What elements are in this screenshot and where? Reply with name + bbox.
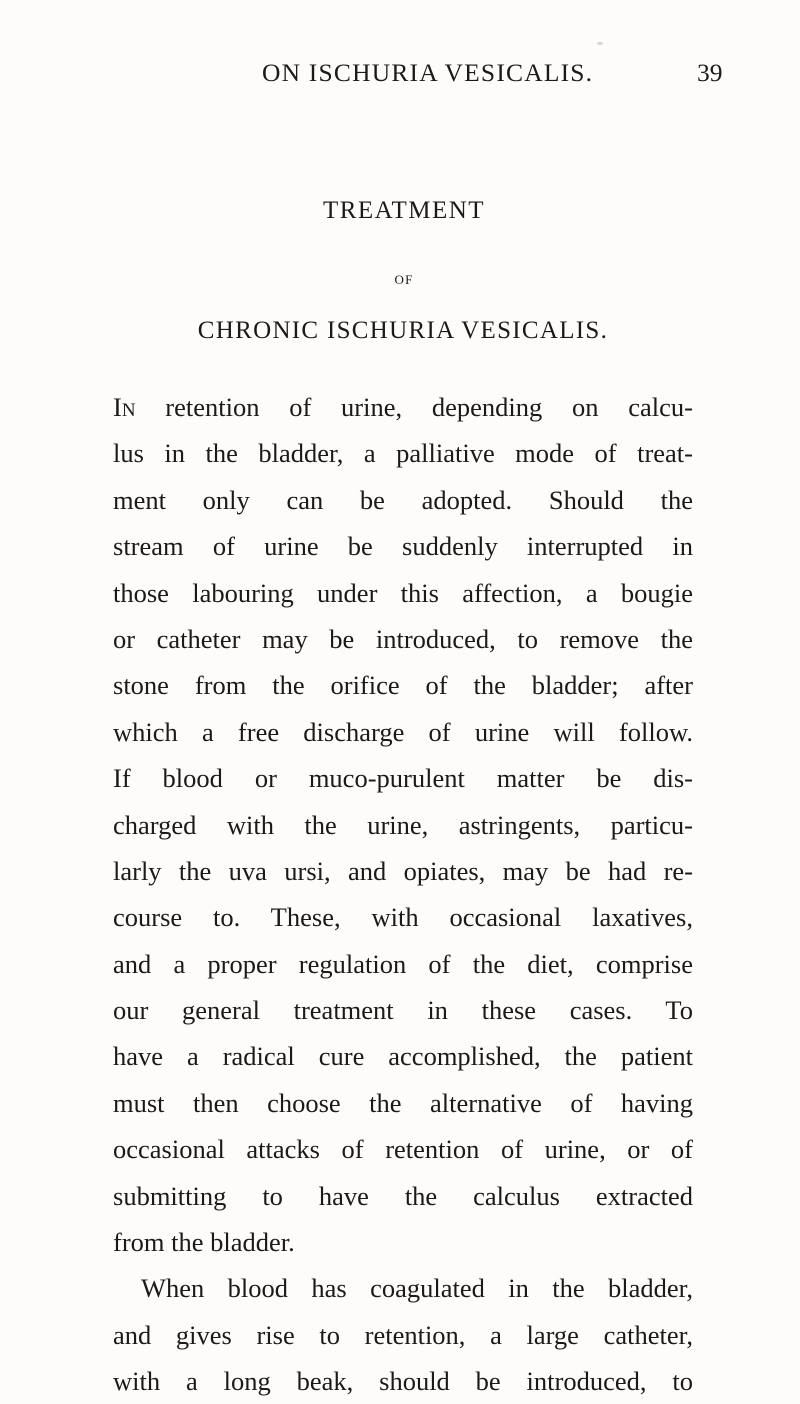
section-heading: TREATMENT — [322, 197, 486, 224]
text-line: must then choose the alternative of having — [113, 1087, 693, 1118]
body-text — [113, 384, 693, 1404]
text-line: lus in the bladder, a palliative mode of treat- — [113, 438, 693, 469]
scan-speck — [597, 42, 603, 45]
section-subheading: CHRONIC ISCHURIA VESICALIS. — [197, 317, 609, 344]
text-line: When blood has coagulated in the bladder, — [141, 1273, 693, 1304]
text-line: stone from the orifice of the bladder; after — [113, 670, 693, 701]
text-line: have a radical cure accomplished, the patient — [113, 1041, 693, 1072]
section-heading-connector: OF — [394, 272, 414, 287]
running-title: ON ISCHURIA VESICALIS. — [262, 58, 594, 87]
running-head — [0, 58, 800, 98]
page-number: 39 — [697, 58, 723, 87]
text-line: and gives rise to retention, a large catheter, — [113, 1319, 693, 1350]
text-line-content: retention of urine, depending on calcu- — [135, 392, 693, 422]
text-line: which a free discharge of urine will follow. — [113, 716, 693, 747]
text-line: course to. These, with occasional laxatives, — [113, 902, 693, 933]
text-line: ment only can be adopted. Should the — [113, 484, 693, 515]
text-line: charged with the urine, astringents, particu- — [113, 809, 693, 840]
text-line: or catheter may be introduced, to remove the — [113, 623, 693, 654]
text-line: larly the uva ursi, and opiates, may be had re- — [113, 855, 693, 886]
text-line: and a proper regulation of the diet, comprise — [113, 948, 693, 979]
text-line: If blood or muco-purulent matter be dis- — [113, 763, 693, 794]
text-line: stream of urine be suddenly interrupted in — [113, 531, 693, 562]
text-line — [113, 384, 693, 430]
text-line: our general treatment in these cases. To — [113, 995, 693, 1026]
text-line: submitting to have the calculus extracted — [113, 1180, 693, 1211]
paragraph-first-word: In — [113, 392, 136, 422]
text-line: with a long beak, should be introduced, to — [113, 1366, 693, 1397]
text-line: occasional attacks of retention of urine, or of — [113, 1134, 693, 1165]
text-line: those labouring under this affection, a bougie — [113, 577, 693, 608]
text-line: from the bladder. — [113, 1227, 295, 1258]
